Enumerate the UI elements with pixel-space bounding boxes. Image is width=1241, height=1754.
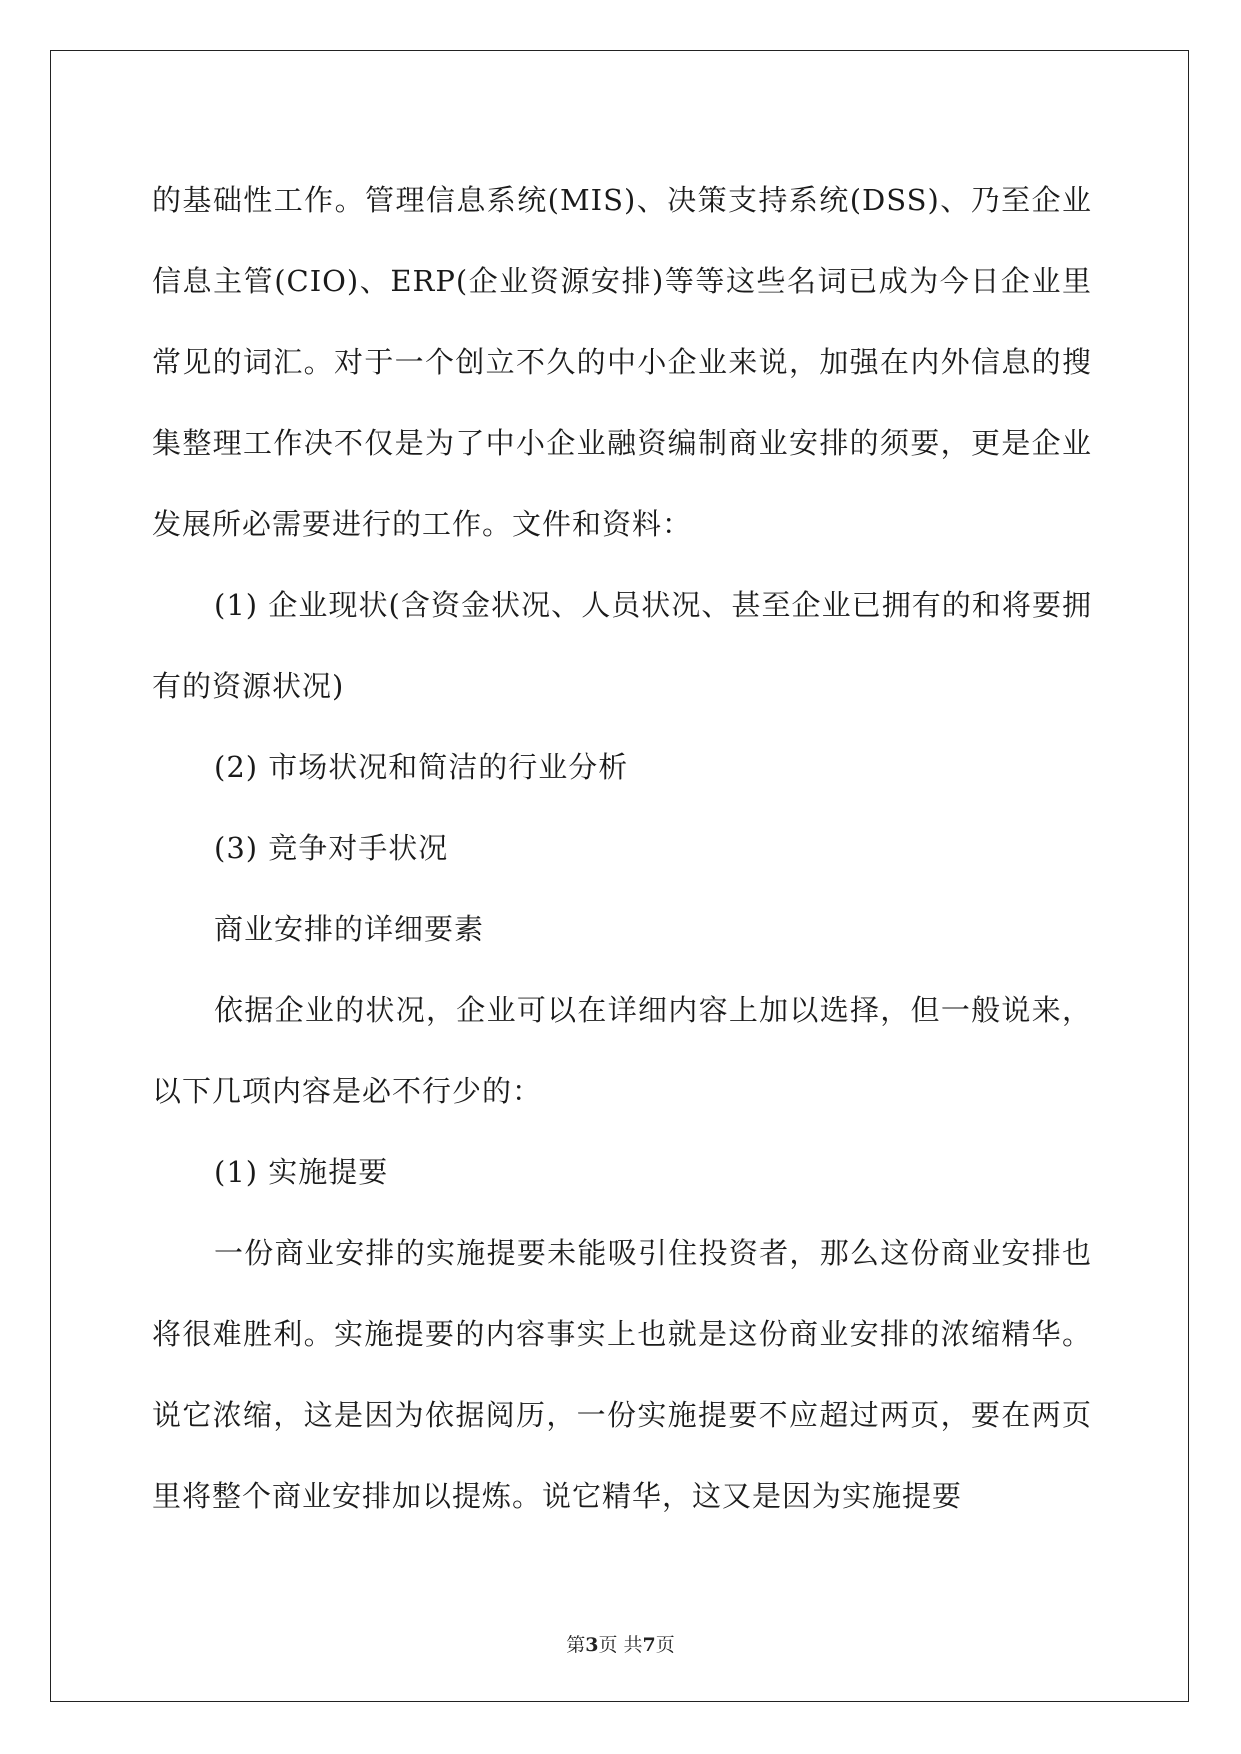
document-body <box>152 160 1092 1537</box>
footer-suffix: 页 <box>655 1634 675 1656</box>
paragraph: 一份商业安排的实施提要未能吸引住投资者，那么这份商业安排也将很难胜利。实施提要的内容事实上也就是这份商业安排的浓缩精华。说它浓缩，这是因为依据阅历，一份实施提要不应超过两页，要在两页里将整个商业安排加以提炼。说它精华，这又是因为实施提要 <box>152 1236 1092 1513</box>
page-footer <box>0 1630 1241 1657</box>
total-page-count: 7 <box>642 1634 656 1656</box>
paragraph: (1) 实施提要 <box>214 1155 389 1189</box>
paragraph: 的基础性工作。管理信息系统(MIS)、决策支持系统(DSS)、乃至企业信息主管(CIO)、ERP(企业资源安排)等等这些名词已成为今日企业里常见的词汇。对于一个创立不久的中小企业来说，加强在内外信息的搜集整理工作决不仅是为了中小企业融资编制商业安排的须要，更是企业发展所必需要进行的工作。文件和资料： <box>152 183 1092 541</box>
footer-mid: 页 共 <box>598 1634 643 1656</box>
footer-prefix: 第 <box>566 1634 586 1656</box>
paragraph: (1) 企业现状(含资金状况、人员状况、甚至企业已拥有的和将要拥有的资源状况) <box>152 588 1092 703</box>
paragraph: (2) 市场状况和简洁的行业分析 <box>214 750 629 784</box>
current-page-number: 3 <box>585 1634 599 1656</box>
section-heading: 商业安排的详细要素 <box>214 912 485 946</box>
paragraph: (3) 竞争对手状况 <box>214 831 449 865</box>
paragraph: 依据企业的状况，企业可以在详细内容上加以选择，但一般说来，以下几项内容是必不行少的： <box>152 993 1092 1108</box>
